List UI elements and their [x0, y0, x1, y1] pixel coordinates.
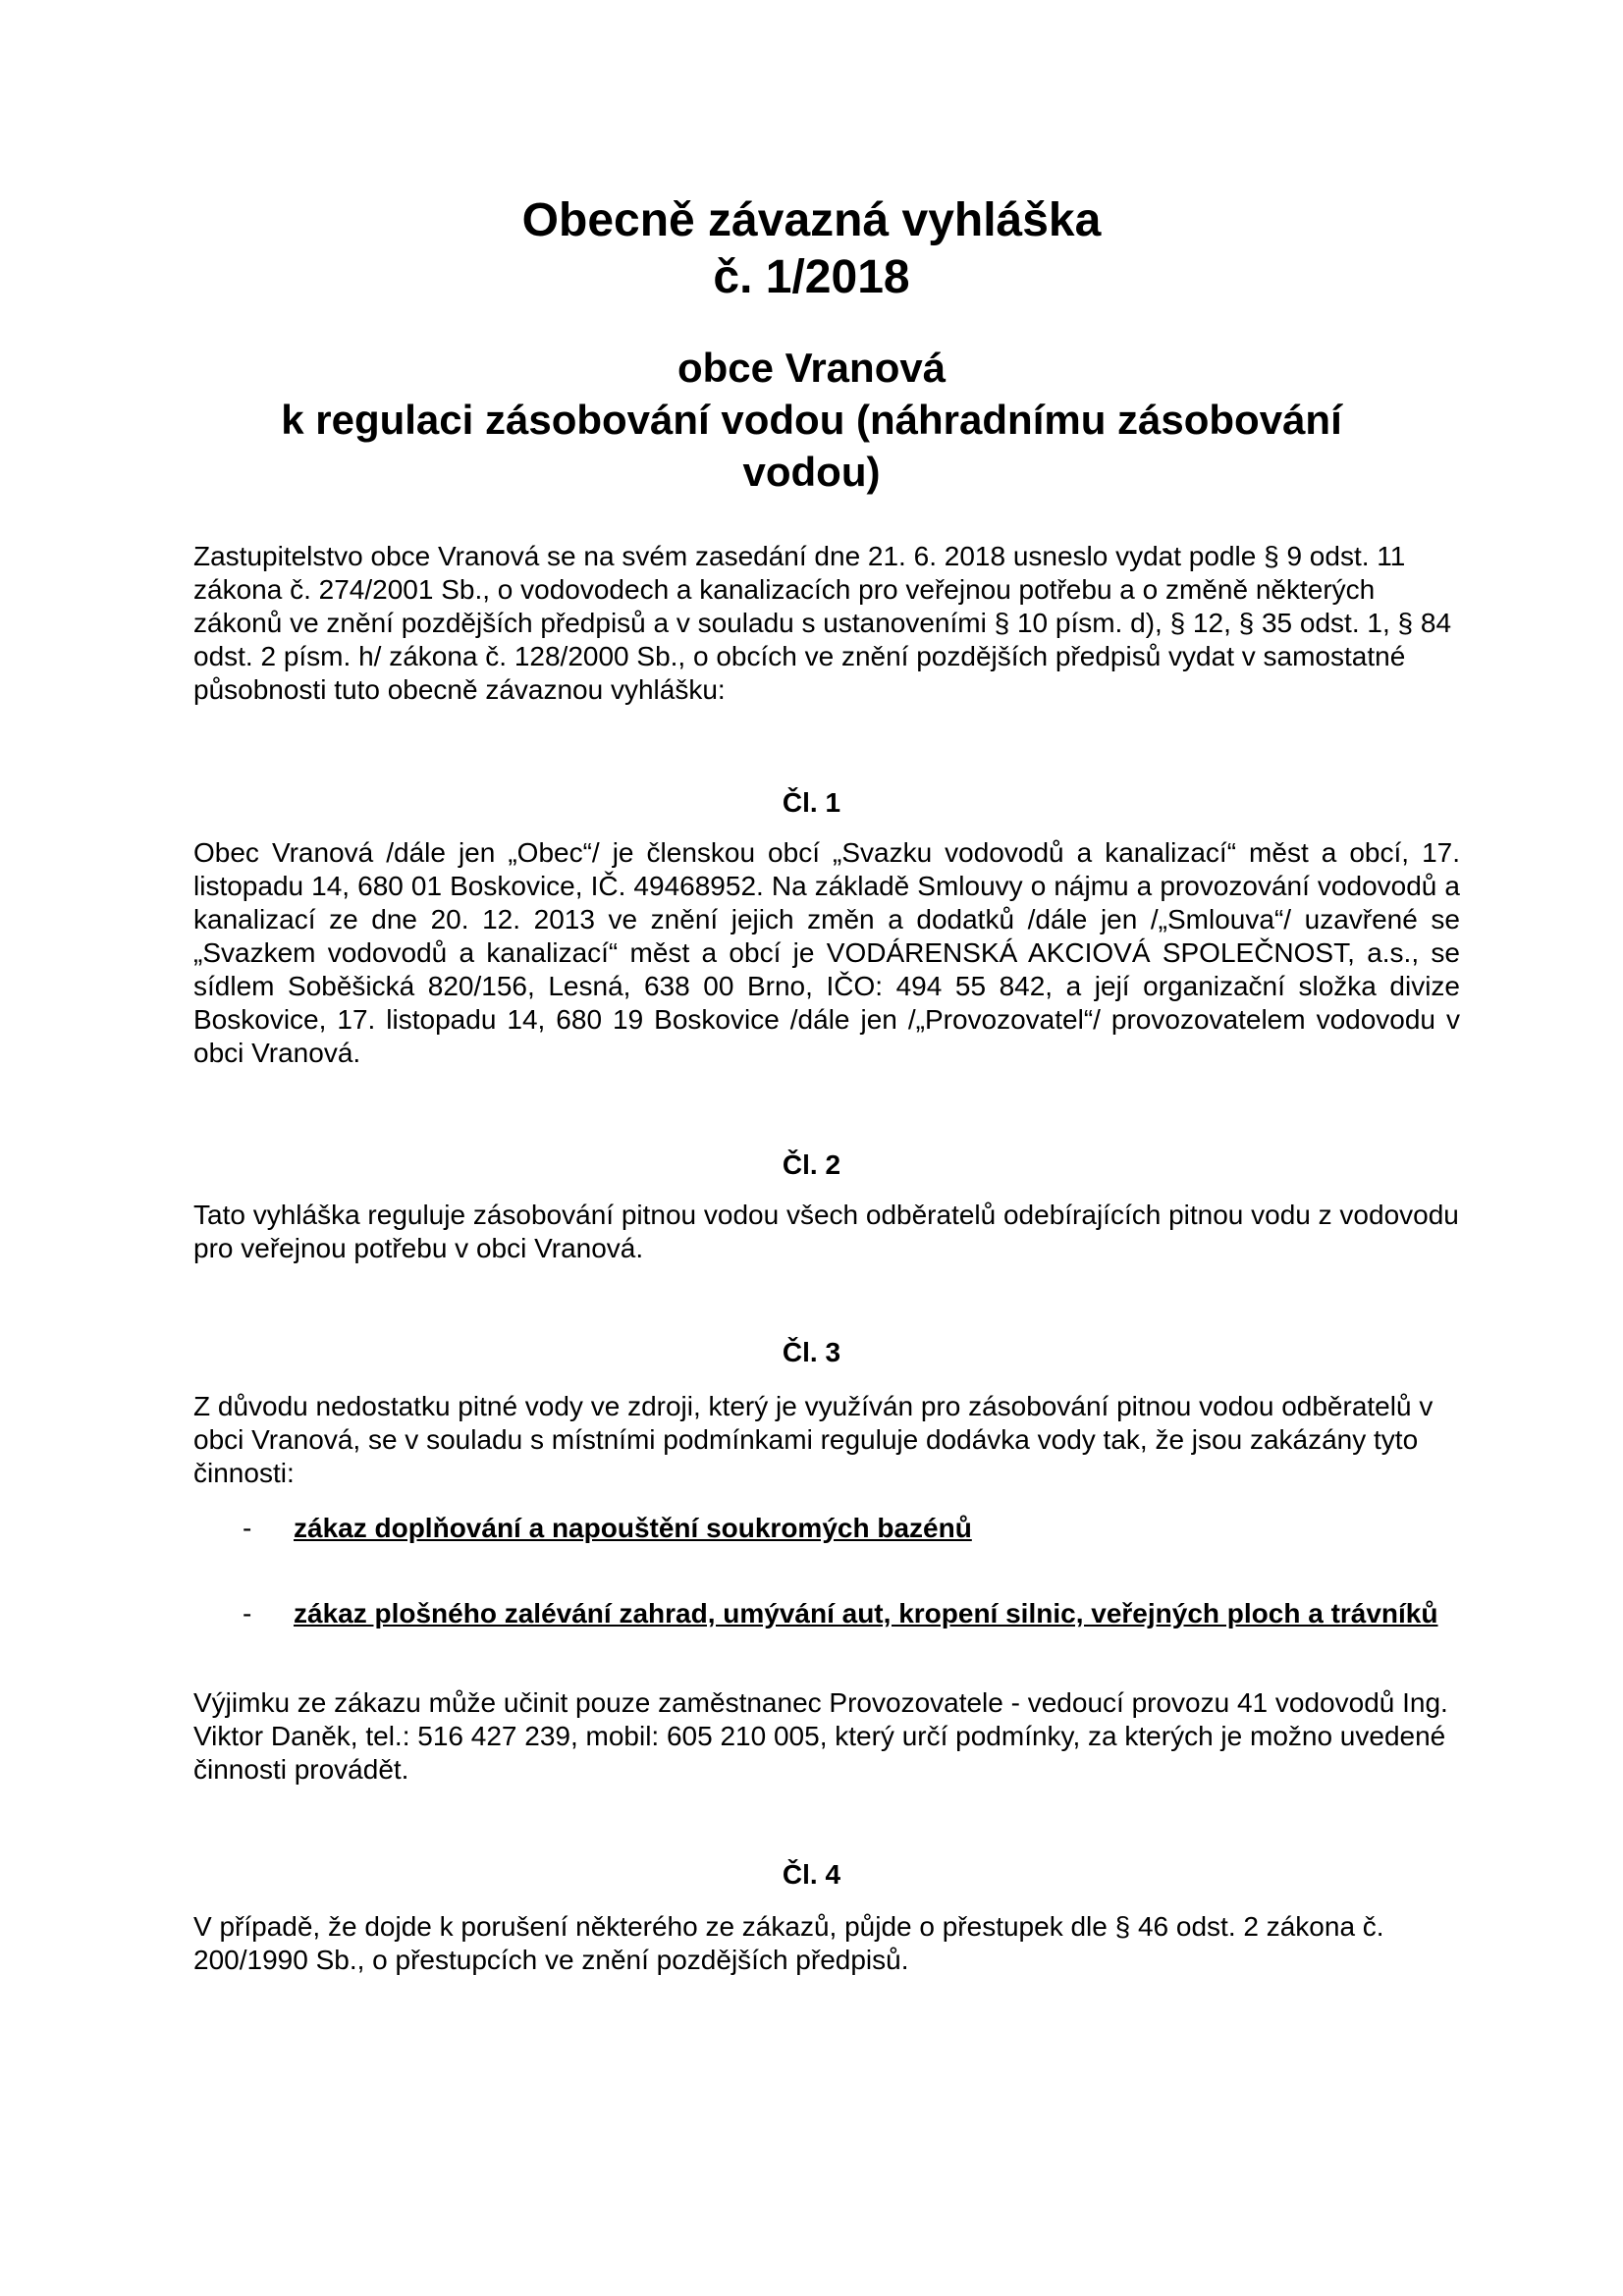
bullet-dash: -: [243, 1598, 252, 1629]
subtitle-line-3: vodou): [742, 449, 881, 495]
document-title: [0, 192, 1623, 306]
bullet-text: zákaz doplňování a napouštění soukromých bazénů: [294, 1513, 972, 1543]
article-4-heading: Čl. 4: [782, 1859, 841, 1890]
document-subtitle: [0, 342, 1623, 498]
preamble-paragraph: Zastupitelstvo obce Vranová se na svém zasedání dne 21. 6. 2018 usneslo vydat podle § 9 odst. 11 zákona č. 274/2001 Sb., o vodovodech a kanalizacích pro veřejnou potřebu a o změně některých zákonů ve znění pozdějších předpisů a v souladu s ustanoveními § 10 písm. d), § 12, § 35 odst. 1, § 84 odst. 2 písm. h/ zákona č. 128/2000 Sb., o obcích ve znění pozdějších předpisů vydat v samostatné působnosti tuto obecně závaznou vyhlášku:: [193, 541, 1452, 705]
article-1-heading: Čl. 1: [782, 787, 841, 818]
bullet-text: zákaz plošného zalévání zahrad, umývání aut, kropení silnic, veřejných ploch a trávníků: [294, 1598, 1438, 1629]
article-3-exception-text: Výjimku ze zákazu může učinit pouze zaměstnanec Provozovatele - vedoucí provozu 41 vodovodů Ing. Viktor Daněk, tel.: 516 427 239, mobil: 605 210 005, který určí podmínky, za kterých je možno uvedené činnosti provádět.: [193, 1687, 1448, 1785]
article-1-text: Obec Vranová /dále jen „Obec“/ je členskou obcí „Svazku vodovodů a kanalizací“ měst a obcí, 17. listopadu 14, 680 01 Boskovice, IČ. 49468952. Na základě Smlouvy o nájmu a provozování vodovodů a kanalizací ze dne 20. 12. 2013 ve znění jejich změn a dodatků /dále jen /„Smlouva“/ uzavřené se „Svazkem vodovodů a kanalizací“ měst a obcí je VODÁRENSKÁ AKCIOVÁ SPOLEČNOST, a.s., se sídlem Soběšická 820/156, Lesná, 638 00 Brno, IČO: 494 55 842, a její organizační složka divize Boskovice, 17. listopadu 14, 680 19 Boskovice /dále jen /„Provozovatel“/ provozovatelem vodovodu v obci Vranová.: [193, 837, 1460, 1068]
title-line-1: Obecně závazná vyhláška: [521, 194, 1102, 246]
article-2-heading: Čl. 2: [782, 1149, 841, 1180]
bullet-dash: -: [243, 1513, 252, 1543]
subtitle-line-2: k regulaci zásobování vodou (náhradnímu zásobování: [281, 397, 1342, 443]
article-3-text: Z důvodu nedostatku pitné vody ve zdroji, který je využíván pro zásobování pitnou vodou odběratelů v obci Vranová, se v souladu s místními podmínkami reguluje dodávka vody tak, že jsou zakázány tyto činnosti:: [193, 1391, 1434, 1488]
article-2-text: Tato vyhláška reguluje zásobování pitnou vodou všech odběratelů odebírajících pitnou vodu z vodovodu pro veřejnou potřebu v obci Vranová.: [193, 1200, 1459, 1263]
article-4-text: V případě, že dojde k porušení některého ze zákazů, půjde o přestupek dle § 46 odst. 2 zákona č. 200/1990 Sb., o přestupcích ve znění pozdějších předpisů.: [193, 1911, 1384, 1975]
title-line-2: č. 1/2018: [713, 251, 910, 303]
article-3-heading: Čl. 3: [782, 1337, 841, 1367]
subtitle-line-1: obce Vranová: [676, 345, 947, 391]
